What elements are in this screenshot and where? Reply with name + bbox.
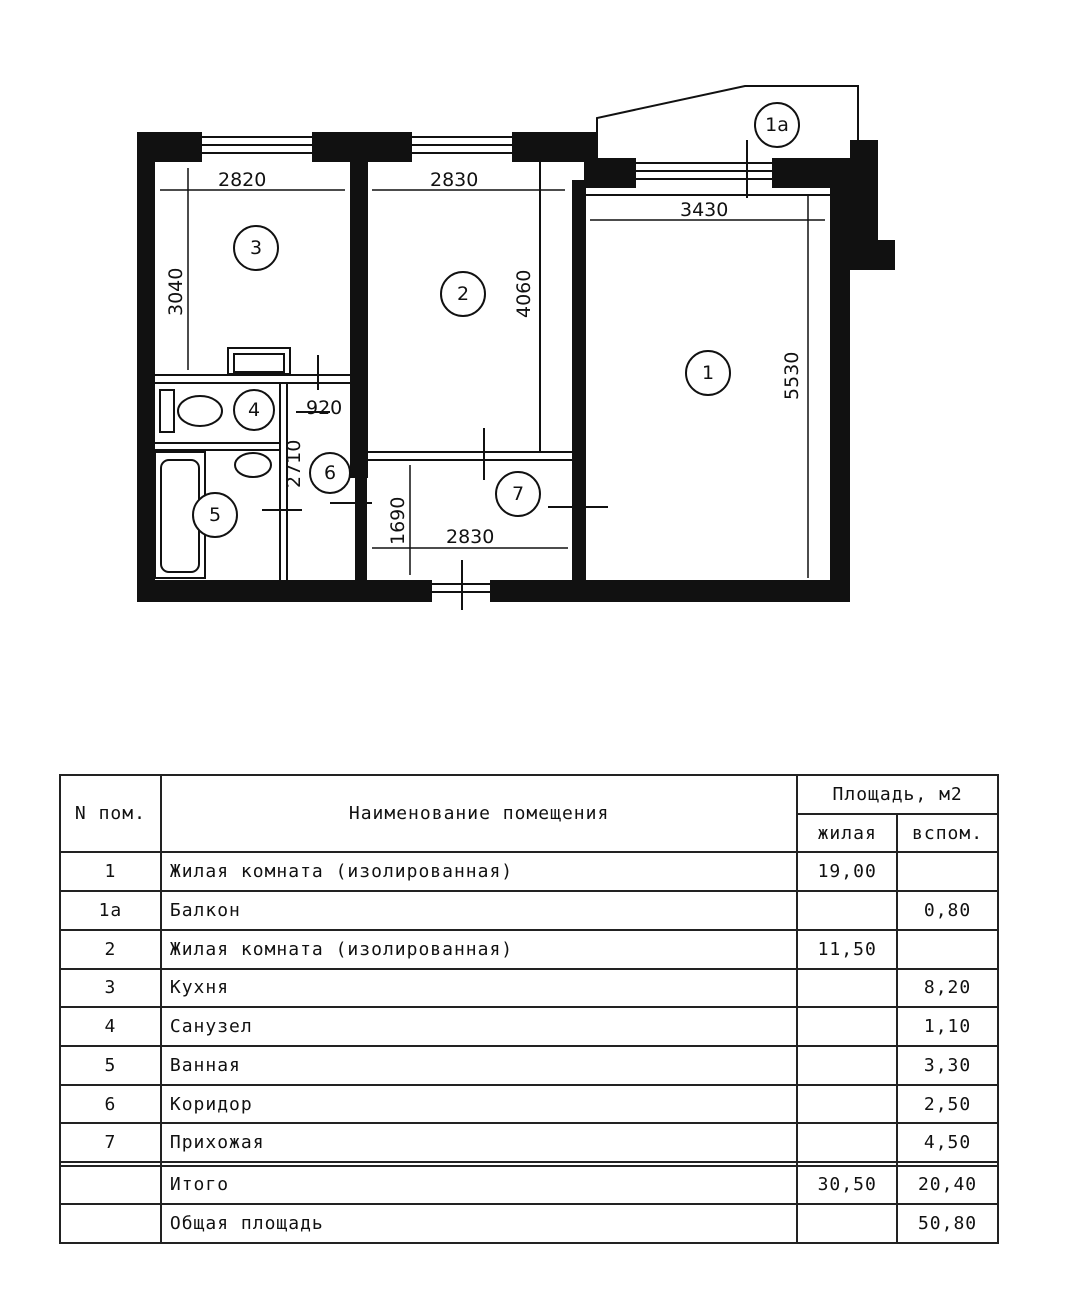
room-1a-label: 1a [765,114,789,136]
cell-living: 19,00 [797,852,897,891]
table-row [60,1085,998,1124]
table-row [60,1123,998,1162]
room-1a-marker [755,103,799,147]
stove-icon [228,348,290,374]
dim-1690: 1690 [387,496,409,545]
cell-aux [897,930,998,969]
table-row [60,969,998,1008]
dim-2830-bottom: 2830 [446,526,495,548]
cell-aux: 4,50 [897,1123,998,1162]
table-overall-row [60,1204,998,1243]
overall-living [797,1204,897,1243]
interior-walls [350,158,586,580]
dim-2830-top: 2830 [430,169,479,191]
room-5-marker [193,493,237,537]
cell-name: Жилая комната (изолированная) [161,930,797,969]
table-total-row [60,1166,998,1205]
cell-name: Балкон [161,891,797,930]
table-row [60,852,998,891]
toilet-icon [160,390,222,432]
cell-aux: 0,80 [897,891,998,930]
cell-num: 4 [60,1007,161,1046]
cell-aux [897,852,998,891]
room-7-marker [496,472,540,516]
overall-label: Общая площадь [161,1204,797,1243]
room-3-marker [234,226,278,270]
header-name: Наименование помещения [161,775,797,852]
room-7-label: 7 [511,483,525,505]
cell-num: 1 [60,852,161,891]
cell-living [797,969,897,1008]
room-4-label: 4 [247,399,261,421]
sink-icon [235,453,271,477]
header-aux: вспом. [897,814,998,853]
cell-num [60,1166,161,1205]
room-5-label: 5 [208,504,222,526]
room-2-marker [441,272,485,316]
cell-aux: 1,10 [897,1007,998,1046]
total-aux: 20,40 [897,1166,998,1205]
room-2-label: 2 [456,283,470,305]
dim-4060: 4060 [513,269,535,318]
room-6-label: 6 [323,462,337,484]
room-4-marker [234,390,274,430]
cell-name: Коридор [161,1085,797,1124]
cell-num [60,1204,161,1243]
cell-num: 6 [60,1085,161,1124]
header-living: жилая [797,814,897,853]
cell-living: 11,50 [797,930,897,969]
dim-2820: 2820 [218,169,267,191]
room-1-label: 1 [701,362,715,384]
cell-name: Кухня [161,969,797,1008]
cell-aux: 8,20 [897,969,998,1008]
dim-5530: 5530 [781,351,803,400]
overall-aux: 50,80 [897,1204,998,1243]
cell-name: Жилая комната (изолированная) [161,852,797,891]
cell-living [797,1085,897,1124]
table-row [60,1007,998,1046]
cell-num: 5 [60,1046,161,1085]
cell-num: 7 [60,1123,161,1162]
dim-3040: 3040 [165,267,187,316]
table-row [60,1046,998,1085]
cell-name: Ванная [161,1046,797,1085]
cell-living [797,1046,897,1085]
dim-920: 920 [306,397,343,419]
cell-name: Санузел [161,1007,797,1046]
room-1-marker [686,351,730,395]
area-table [59,774,999,1244]
cell-living [797,891,897,930]
table-header-row [60,775,998,814]
cell-aux: 2,50 [897,1085,998,1124]
cell-num: 3 [60,969,161,1008]
table-row [60,930,998,969]
balcony-outline [597,86,858,146]
total-living: 30,50 [797,1166,897,1205]
dim-2710: 2710 [283,439,305,488]
cell-num: 1a [60,891,161,930]
cell-name: Прихожая [161,1123,797,1162]
header-area: Площадь, м2 [797,775,998,814]
cell-num: 2 [60,930,161,969]
header-num: N пом. [60,775,161,852]
dim-3430: 3430 [680,199,729,221]
table-row [60,891,998,930]
cell-living [797,1007,897,1046]
total-label: Итого [161,1166,797,1205]
cell-aux: 3,30 [897,1046,998,1085]
room-3-label: 3 [249,237,263,259]
cell-living [797,1123,897,1162]
room-6-marker [310,453,350,493]
